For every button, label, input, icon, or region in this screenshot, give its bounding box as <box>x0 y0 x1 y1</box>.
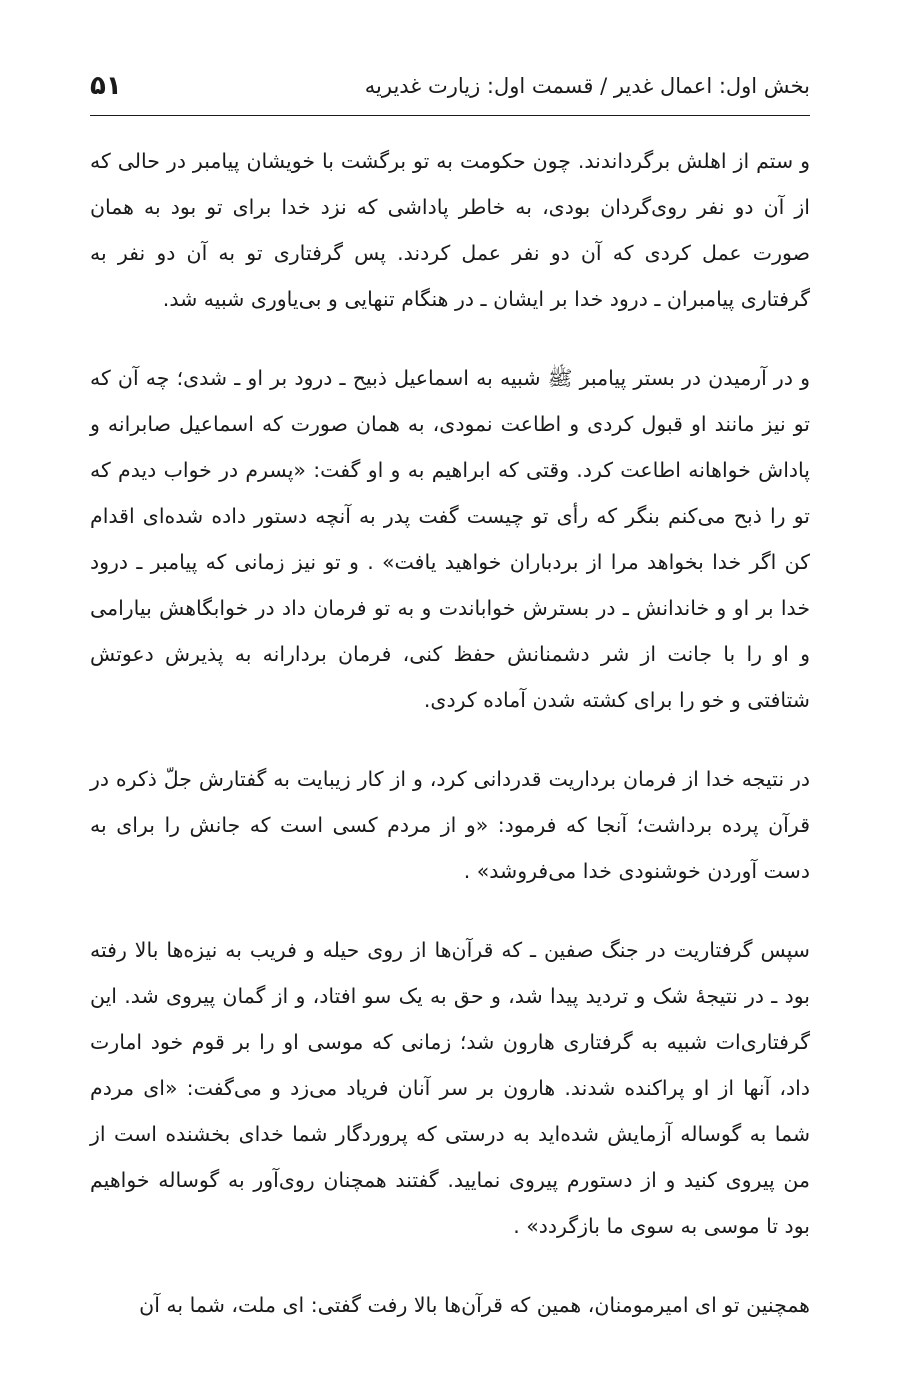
header-divider <box>90 115 810 116</box>
paragraph: در نتیجه خدا از فرمان برداریت قدردانی کرد، و از کار زیبایت به گفتارش جلّ ذکره در قرآن پرده برداشت؛ آنجا که فرمود: «و از مردم کسی است که جانش را برای به دست آوردن خوشنودی خدا می‌فروشد» . <box>90 767 810 883</box>
paragraph: و در آرمیدن در بستر پیامبر ﷺ شبیه به اسماعیل ذبیح ـ درود بر او ـ شدی؛ چه آن که تو نیز مانند او قبول کردی و اطاعت نمودی، به همان صورت که اسماعیل صابرانه و پاداش خواهانه اطاعت کرد. وقتی که ابراهیم به و او گفت: «پسرم در خواب دیدم که تو را ذبح می‌کنم بنگر که رأی تو چیست گفت پدر به آنچه دستور داده شده‌ای اقدام کن اگر خدا بخواهد مرا از بردباران خواهید یافت» . و تو نیز زمانی که پیامبر ـ درود خدا بر او و خاندانش ـ در بسترش خواباندت و به تو فرمان داد در خوابگاهش بیارامی و او را با جانت از شر دشمنانش حفظ کنی، فرمان بردارانه به پذیرش دعوتش شتافتی و خو را برای کشته شدن آماده کردی. <box>90 366 810 712</box>
page-number: ۵۱ <box>90 71 122 101</box>
page-body <box>90 138 810 1361</box>
paragraph: همچنین تو ای امیرمومنان، همین که قرآن‌ها بالا رفت گفتی: ای ملت، شما به آن <box>139 1293 810 1317</box>
paragraph: سپس گرفتاریت در جنگ صفین ـ که قرآن‌ها از روی حیله و فریب به نیزه‌ها بالا رفته بود ـ در نتیجهٔ شک و تردید پیدا شد، و حق به یک سو افتاد، و از گمان پیروی شد. این گرفتاری‌ات شبیه به گرفتاری هارون شد؛ زمانی که موسی او را بر قوم خود امارت داد، آنها از او پراکنده شدند. هارون بر سر آنان فریاد می‌زد و می‌گفت: «ای مردم شما به گوساله آزمایش شده‌اید به درستی که پروردگار شما خدای بخشنده است از من پیروی کنید و از دستورم پیروی نمایید. گفتند همچنان روی‌آور به گوساله خواهیم بود تا موسی به سوی ما بازگردد» . <box>90 938 810 1238</box>
paragraph: و ستم از اهلش برگرداندند. چون حکومت به تو برگشت با خویشان پیامبر در حالی که از آن دو نفر روی‌گردان بودی، به خاطر پاداشی که نزد خدا برای تو بود به همان صورت عمل کردی که آن دو نفر عمل کردند. پس گرفتاری تو به آن دو نفر به گرفتاری پیامبران ـ درود خدا بر ایشان ـ در هنگام تنهایی و بی‌یاوری شبیه شد. <box>90 149 810 311</box>
header-title: بخش اول: اعمال غدیر / قسمت اول: زیارت غدیریه <box>364 74 810 98</box>
book-page <box>90 0 810 1390</box>
running-header <box>90 66 810 106</box>
